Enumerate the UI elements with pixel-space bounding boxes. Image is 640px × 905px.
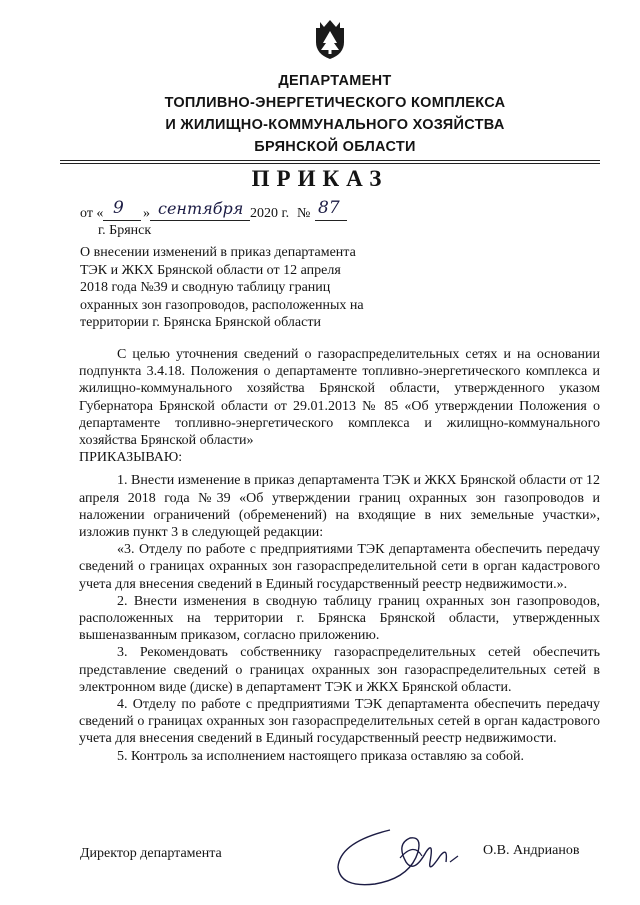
coat-of-arms-icon — [312, 18, 348, 60]
subject-line: охранных зон газопроводов, расположенных на — [80, 297, 364, 313]
department-name-line-4: БРЯНСКОЙ ОБЛАСТИ — [254, 139, 416, 155]
subject-line: 2018 года №39 и сводную таблицу границ — [80, 280, 331, 295]
paragraph-4: 4. Отделу по работе с предприятиями ТЭК департамента обеспечить передачу сведений о границах охранных зон газораспределительных сетей в орган кадастрового учета для внесения сведений в Единый государственный реестр недвижимости. — [79, 697, 600, 747]
handwritten-signature — [330, 822, 480, 892]
number-label: № — [297, 206, 311, 221]
paragraph-3: 3. Рекомендовать собственнику газораспределительных сетей обеспечить представление сведений о границах охранных зон газораспределительных сетей в электронном виде (диске) в департамент ТЭК и ЖКХ Брянской области. — [79, 645, 600, 695]
paragraph-2: 2. Внести изменения в сводную таблицу границ охранных зон газопроводов, расположенных на территории г. Брянска Брянской области, утвержденных вышеназванным приказом, согласно приложению. — [79, 593, 600, 644]
date-prefix: от « — [80, 206, 104, 221]
header-divider-2 — [60, 163, 600, 164]
order-number-underline — [315, 220, 347, 221]
department-name-line-1: ДЕПАРТАМЕНТ — [278, 73, 392, 89]
subject-line: территории г. Брянска Брянской области — [80, 315, 321, 330]
date-year: 2020 г. — [250, 206, 290, 221]
intro-paragraph: С целью уточнения сведений о газораспределительных сетях и на основании подпункта 3.4.18. Положения о департаменте топливно-энергетического комплекса и жилищно-коммунального хозяйства Брянской области, утвержденного указом Губернатора Брянской области от 29.01.2013 № 85 «Об утверждении Положения о департаменте топливно-энергетического комплекса и жилищно-коммунального хозяйства Брянской области» — [79, 347, 600, 449]
date-day: 9 — [113, 198, 124, 218]
signatory-position: Директор департамента — [80, 846, 222, 861]
date-month-underline — [150, 220, 250, 221]
department-name-line-3: И ЖИЛИЩНО-КОММУНАЛЬНОГО ХОЗЯЙСТВА — [165, 117, 505, 133]
date-month: сентября — [158, 199, 244, 218]
subject-block — [80, 244, 398, 332]
date-day-underline — [103, 220, 141, 221]
department-name-line-2: ТОПЛИВНО-ЭНЕРГЕТИЧЕСКОГО КОМПЛЕКСА — [164, 95, 506, 111]
subject-line: О внесении изменений в приказ департамента — [80, 245, 356, 260]
paragraph-1: 1. Внести изменение в приказ департамента ТЭК и ЖКХ Брянской области от 12 апреля 2018 года №39 «Об утверждении границ охранных зон газопроводов и наложении ограничений (обременений) на входящие в них земельные участки», изложив пункт 3 в следующей редакции: — [79, 473, 600, 541]
subject-line: ТЭК и ЖКХ Брянской области от 12 апреля — [80, 262, 341, 278]
header-divider — [60, 160, 600, 161]
paragraph-1-quote: «3. Отделу по работе с предприятиями ТЭК департамента обеспечить передачу сведений о границах охранных зон газораспределительной сети в орган кадастрового учета для внесения сведений в Единый государственный реестр недвижимости.». — [79, 542, 600, 592]
date-mid: » — [143, 206, 150, 221]
signatory-name: О.В. Андрианов — [483, 843, 580, 858]
order-word: ПРИКАЗЫВАЮ: — [79, 450, 183, 466]
order-body — [79, 346, 600, 765]
paragraph-5: 5. Контроль за исполнением настоящего приказа оставляю за собой. — [117, 748, 525, 764]
order-number: 87 — [318, 198, 340, 218]
city: г. Брянск — [98, 223, 152, 238]
document-type-title: ПРИКАЗ — [251, 166, 389, 191]
